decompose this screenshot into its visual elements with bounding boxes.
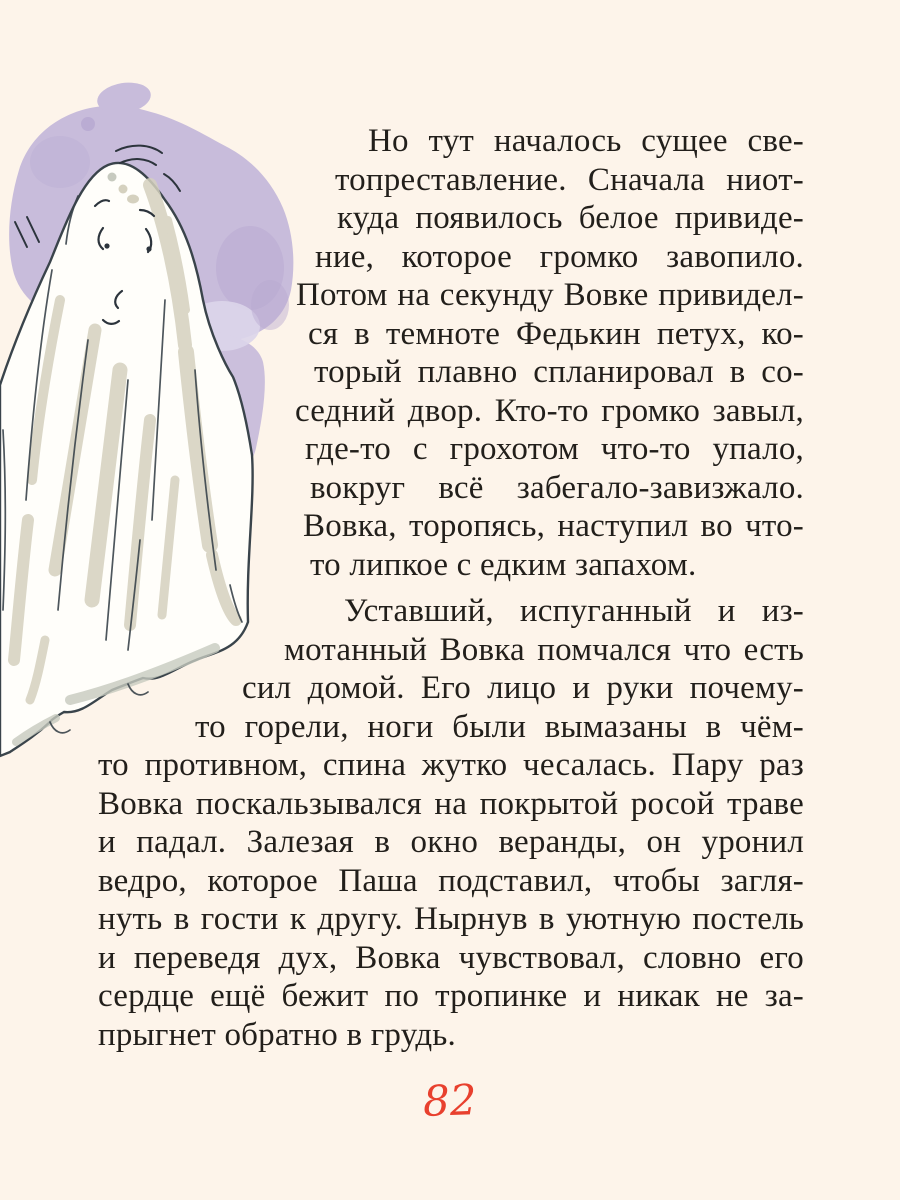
text-line: Вовка поскальзывался на покрытой росой траве: [98, 785, 804, 822]
text-line: Потом на секунду Вовке привидел-: [296, 277, 804, 313]
text-line: то горели, ноги были вымазаны в чём-: [195, 708, 804, 745]
text-line: ние, которое громко завопило.: [315, 238, 804, 275]
page-number: 82: [422, 1075, 478, 1126]
text-line: сил домой. Его лицо и руки почему-: [242, 670, 804, 706]
text-line: куда появилось белое привиде-: [337, 200, 804, 236]
text-line: и переведя дух, Вовка чувствовал, словно его: [98, 939, 804, 976]
text-line: то противном, спина жутко чесалась. Пару раз: [98, 747, 804, 783]
text-line: сердце ещё бежит по тропинке и никак не за-: [98, 978, 804, 1014]
text-line: мотанный Вовка помчался что есть: [284, 631, 804, 668]
text-line: Вовка, торопясь, наступил во что-: [303, 508, 804, 544]
text-line: Но тут началось сущее све-: [368, 123, 804, 159]
text-line: и падал. Залезая в окно веранды, он уронил: [98, 824, 804, 860]
text-line: где-то с грохотом что-то упало,: [305, 431, 804, 467]
text-line: то липкое с едким запахом.: [310, 546, 697, 583]
text-line: торый плавно спланировал в со-: [314, 354, 804, 390]
text-line: Уставший, испуганный и из-: [344, 593, 804, 629]
text-line: нуть в гости к другу. Нырнув в уютную постель: [98, 901, 804, 937]
text-line: ведро, которое Паша подставил, чтобы загля-: [98, 862, 804, 899]
text-line: прыгнет обратно в грудь.: [98, 1016, 457, 1053]
text-line: вокруг всё забегало-завизжало.: [310, 469, 804, 506]
text-line: седний двор. Кто-то громко завыл,: [295, 392, 804, 429]
text-line: ся в темноте Федькин петух, ко-: [308, 315, 804, 352]
text-line: топреставление. Сначала ниот-: [335, 161, 804, 198]
